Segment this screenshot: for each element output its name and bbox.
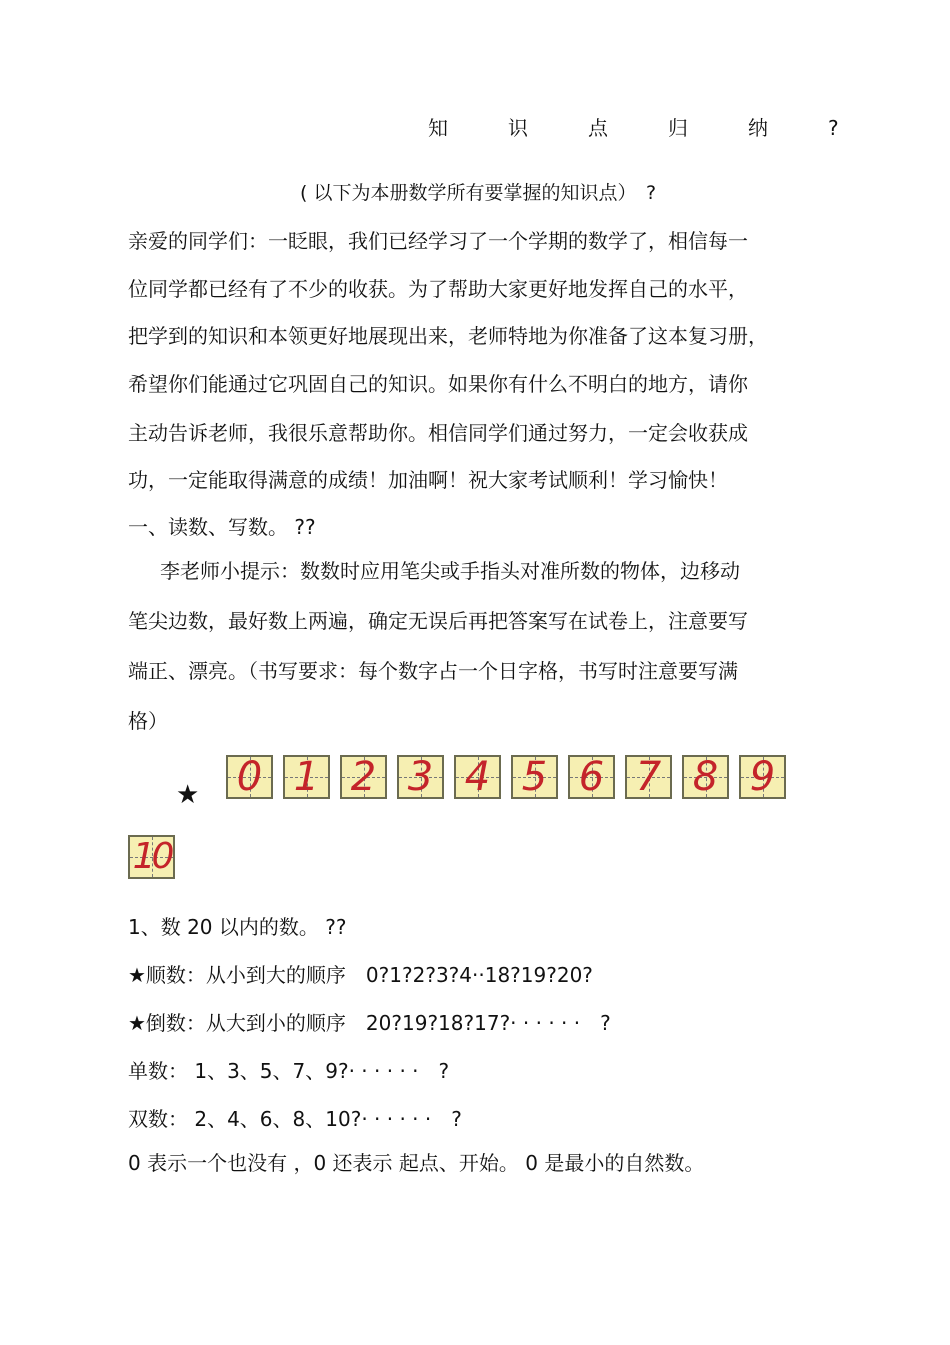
digit-cell [739, 755, 786, 799]
intro-line: 把学到的知识和本领更好地展现出来，老师特地为你准备了这本复习册， [128, 324, 768, 348]
digit: 3 [407, 754, 434, 800]
intro-line: 功，一定能取得满意的成绩！加油啊！祝大家考试顺利！学习愉快！ [128, 468, 728, 492]
tip-line: 李老师小提示：数数时应用笔尖或手指头对准所数的物体，边移动 [160, 559, 740, 583]
intro-line: 亲爱的同学们：一眨眼，我们已经学习了一个学期的数学了，相信每一 [128, 229, 748, 253]
digit: 6 [578, 754, 605, 800]
item-line: 0 表示一个也没有 ，0 还表示 起点、开始。 0 是最小的自然数。 [128, 1151, 705, 1175]
tip-line: 端正、漂亮。（书写要求：每个数字占一个日字格，书写时注意要写满 [128, 659, 738, 683]
digit: 8 [692, 754, 719, 800]
digit: 4 [464, 754, 491, 800]
item-line: ★倒数：从大到小的顺序 20?19?18?17?· · · · · · ? [128, 1011, 611, 1035]
tip-line: 笔尖边数，最好数上两遍，确定无误后再把答案写在试卷上，注意要写 [128, 609, 748, 633]
title-char: 知 [428, 116, 448, 140]
digit: 9 [749, 754, 776, 800]
digit-cell [283, 755, 330, 799]
digit: 10 [132, 836, 171, 877]
digit-cell [340, 755, 387, 799]
intro-line: 主动告诉老师，我很乐意帮助你。相信同学们通过努力，一定会收获成 [128, 421, 748, 445]
digit: 1 [293, 754, 320, 800]
digit-cell [454, 755, 501, 799]
page-title [428, 112, 848, 141]
title-char: 识 [508, 116, 528, 140]
digit: 2 [350, 754, 377, 800]
item-line: 双数： 2、4、6、8、10?· · · · · · ? [128, 1107, 462, 1131]
digit-cell [226, 755, 273, 799]
intro-line: 希望你们能通过它巩固自己的知识。如果你有什么不明白的地方，请你 [128, 372, 748, 396]
item-line: ★顺数：从小到大的顺序 0?1?2?3?4··18?19?20? [128, 963, 593, 987]
digit-writing-grid [226, 755, 786, 799]
title-char: 归 [668, 116, 688, 140]
title-char: 纳 [748, 116, 768, 140]
item-line: 单数： 1、3、5、7、9?· · · · · · ? [128, 1059, 450, 1083]
tip-line: 格） [128, 709, 168, 733]
subtitle: ( 以下为本册数学所有要掌握的知识点） ? [300, 182, 657, 204]
intro-line: 位同学都已经有了不少的收获。为了帮助大家更好地发挥自己的水平， [128, 277, 748, 301]
digit-cell [568, 755, 615, 799]
section-heading: 一、读数、写数。 ?? [128, 515, 316, 539]
digit: 5 [521, 754, 548, 800]
digit-cell [397, 755, 444, 799]
digit-cell-ten [128, 835, 175, 879]
item-line: 1、数 20 以内的数。 ?? [128, 915, 347, 939]
digit: 0 [236, 754, 263, 800]
digit-cell [682, 755, 729, 799]
title-char: ? [828, 116, 839, 140]
digit: 7 [635, 754, 662, 800]
digit-cell [625, 755, 672, 799]
star-icon: ★ [176, 780, 200, 810]
title-char: 点 [588, 116, 608, 140]
digit-cell [511, 755, 558, 799]
